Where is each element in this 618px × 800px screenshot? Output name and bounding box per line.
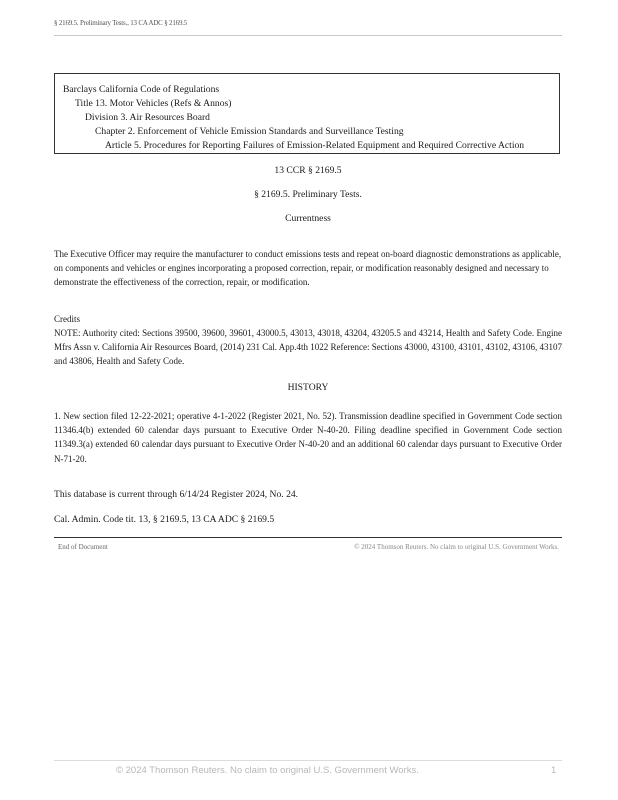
section-body: The Executive Officer may require the manufacturer to conduct emissions tests and repeat on-board diagnostic demonstrations as applicable, on components and vehicles or engines incorporating a proposed correction, repair, or modification reasonably designed and necessary to demonstrate the effectiveness of the correction, repair, or modification. <box>54 249 562 288</box>
credits-heading: Credits <box>54 314 80 324</box>
running-head: § 2169.5. Preliminary Tests., 13 CA ADC § 2169.5 <box>54 19 188 27</box>
history-heading: HISTORY <box>287 382 329 393</box>
toc-title[interactable]: Title 13. Motor Vehicles (Refs & Annos) <box>75 98 232 109</box>
footer-divider <box>54 760 562 761</box>
end-copyright: © 2024 Thomson Reuters. No claim to original U.S. Government Works. <box>354 543 559 551</box>
footer-copyright: © 2024 Thomson Reuters. No claim to original U.S. Government Works. <box>116 765 419 776</box>
toc-chapter[interactable]: Chapter 2. Enforcement of Vehicle Emission Standards and Surveillance Testing <box>95 126 404 137</box>
citation-hierarchy-box <box>54 73 560 154</box>
toc-article[interactable]: Article 5. Procedures for Reporting Failures of Emission-Related Equipment and Required Corrective Action <box>105 140 525 151</box>
currentness-link[interactable]: Currentness <box>285 213 331 224</box>
credits-note: NOTE: Authority cited: Sections 39500, 39600, 39601, 43000.5, 43013, 43018, 43204, 43205.5 and 43214, Health and Safety Code. Engine Mfrs Assn v. California Air Resources Board, (2014) 231 Cal. App.4th 1022 Reference: Sections 43000, 43100, 43101, 43102, 43106, 43107 and 43806, Health and Safety Code. <box>54 328 562 367</box>
end-of-document-label: End of Document <box>58 543 108 551</box>
history-text: 1. New section filed 12-22-2021; operative 4-1-2022 (Register 2021, No. 52). Transmission deadline specified in Government Code section 11346.4(b) extended 60 calendar days pursuant to Executive Order N-40-20. Filing deadline specified in Government Code section 11349.3(a) extended 60 calendar days pursuant to Executive Order N-40-20 and an additional 60 calendar days pursuant to Executive Order N-71-20. <box>54 411 562 464</box>
database-currency: This database is current through 6/14/24 Register 2024, No. 24. <box>54 489 299 500</box>
toc-publication[interactable]: Barclays California Code of Regulations <box>63 84 220 95</box>
page-number: 1 <box>551 765 557 776</box>
toc-division[interactable]: Division 3. Air Resources Board <box>85 112 210 123</box>
section-citation: 13 CCR § 2169.5 <box>274 165 342 176</box>
header-divider <box>54 35 562 36</box>
citation-line: Cal. Admin. Code tit. 13, § 2169.5, 13 CA ADC § 2169.5 <box>54 514 275 525</box>
section-heading: § 2169.5. Preliminary Tests. <box>254 189 362 200</box>
end-divider <box>54 537 562 538</box>
